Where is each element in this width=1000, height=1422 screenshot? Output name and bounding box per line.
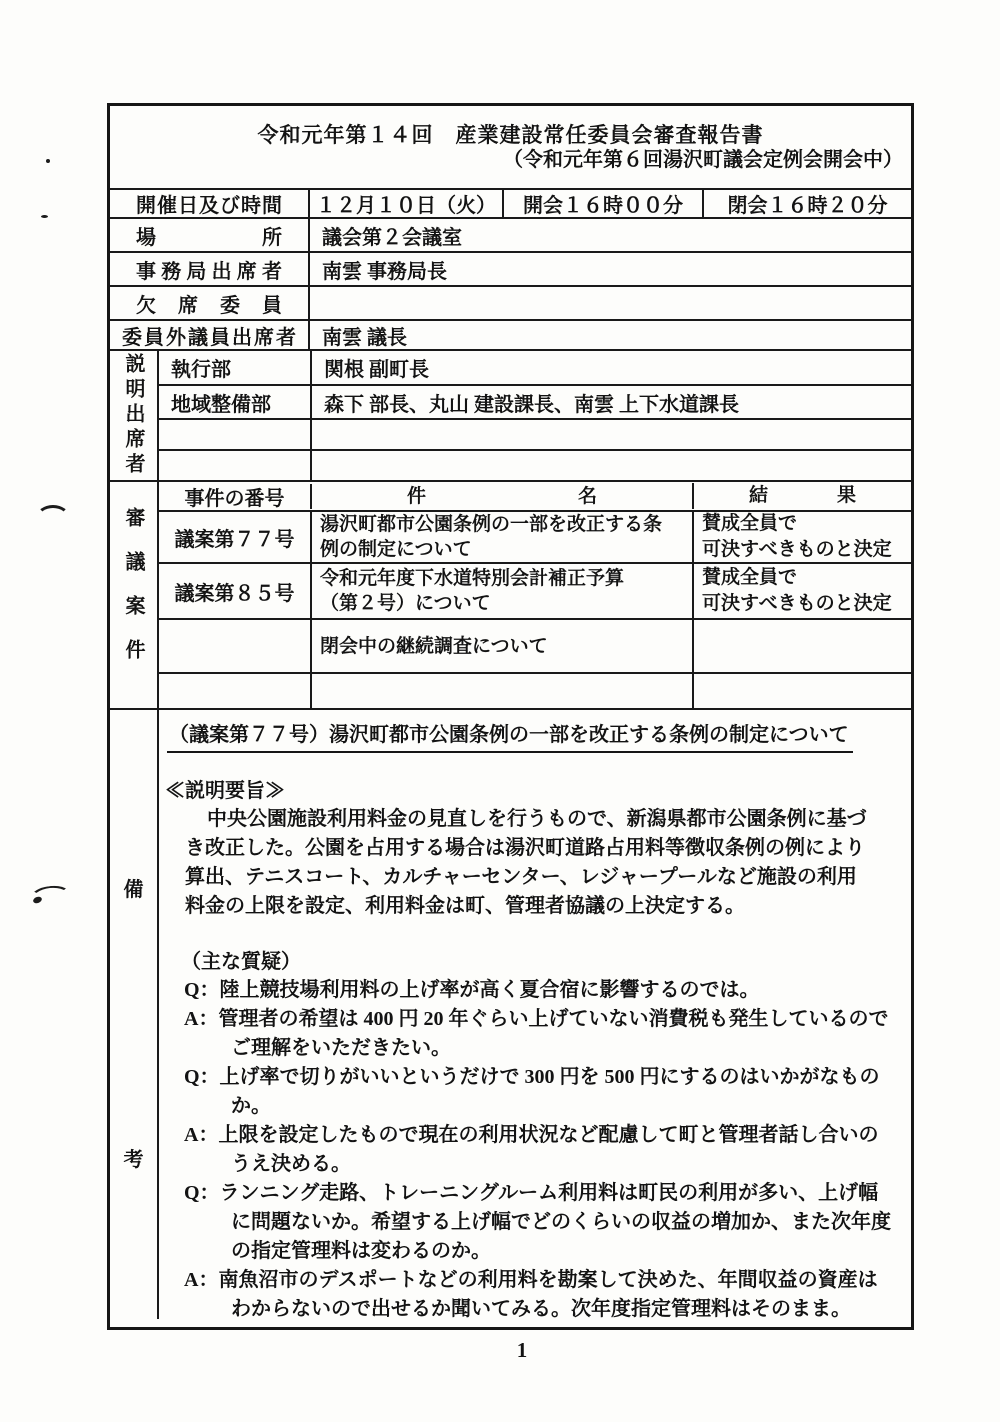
scan-artifact-dot <box>41 215 48 218</box>
explainers-vertical-label <box>110 351 157 480</box>
meeting-date: １２月１０日（火） <box>308 190 502 217</box>
qa-line: うえ決める。 <box>231 1153 351 1175</box>
explainers-label-text: 説明出席者 <box>122 353 144 478</box>
title-block <box>110 106 911 188</box>
agenda-row <box>159 562 911 618</box>
agenda-header-number: 事件の番号 <box>184 487 285 510</box>
explainer-names: 関根 副町長 <box>310 351 911 384</box>
qa-line: Q：上げ率で切りがいいというだけで 300 円を 500 円にするのはいかがなもの <box>184 1066 880 1088</box>
agenda-row <box>159 510 911 562</box>
agenda-header-name: 件名 <box>310 484 692 509</box>
report-subtitle: （令和元年第６回湯沢町議会定例会開会中） <box>503 148 903 171</box>
row-place <box>110 217 911 251</box>
agenda-result <box>692 564 911 618</box>
agenda-name-line: 湯沢町都市公園条例の一部を改正する条 <box>320 514 663 535</box>
secretariat-value: 南雲 事務局長 <box>308 253 911 285</box>
remarks-block <box>110 708 911 1319</box>
row-datetime <box>110 188 911 217</box>
row-absent <box>110 285 911 319</box>
explainer-row <box>159 351 911 384</box>
qa-title: （主な質疑） <box>181 951 301 973</box>
explainer-dept: 地域整備部 <box>171 393 271 416</box>
agenda-name <box>310 512 692 562</box>
qa-line: Q：陸上競技場利用料の上げ率が高く夏合宿に影響するのでは。 <box>184 979 760 1001</box>
place-value: 議会第２会議室 <box>308 219 911 251</box>
agenda-number: 議案第７７号 <box>174 528 295 551</box>
explainer-row <box>159 384 911 418</box>
remarks-vertical-label <box>110 710 157 1319</box>
agenda-result <box>692 674 911 708</box>
agenda-block <box>110 480 911 708</box>
summary-line: き改正した。公園を占用する場合は湯沢町道路占用料等徴収条例の例により <box>185 837 865 859</box>
qa-line: A：南魚沼市のデスポートなどの利用料を勘案して決めた、年間収益の資産は <box>184 1269 878 1291</box>
remarks-label-char: 考 <box>123 1149 144 1171</box>
qa-line: A：管理者の希望は 400 円 20 年ぐらい上げていない消費税も発生しているので <box>184 1008 889 1030</box>
report-table <box>107 103 914 1330</box>
qa-line: の指定管理料は変わるのか。 <box>231 1240 491 1262</box>
row-nonmember <box>110 319 911 349</box>
qa-line: わからないので出せるか聞いてみる。次年度指定管理料はそのまま。 <box>231 1298 851 1320</box>
agenda-result-line: 賛成全員で <box>702 513 798 534</box>
explainer-names: 森下 部長、丸山 建設課長、南雲 上下水道課長 <box>310 386 911 418</box>
agenda-result <box>692 620 911 672</box>
report-title: 令和元年第１４回 産業建設常任委員会審査報告書 <box>257 122 764 147</box>
secretariat-label: 事務局出席者 <box>136 260 282 283</box>
agenda-row <box>159 618 911 672</box>
qa-line: Q：ランニング走路、トレーニングルーム利用料は町民の利用が多い、上げ幅 <box>184 1182 879 1204</box>
agenda-row <box>159 672 911 708</box>
scan-artifact-arc <box>36 505 70 531</box>
agenda-vertical-label <box>110 482 157 708</box>
qa-line: か。 <box>231 1095 271 1117</box>
agenda-number <box>159 620 310 672</box>
datetime-label: 開催日及び時間 <box>136 195 282 217</box>
absent-value <box>308 287 911 319</box>
agenda-name-line: 閉会中の継続調査について <box>320 635 548 657</box>
explainer-dept <box>159 451 310 480</box>
summary-line: 料金の上限を設定、利用料金は町、管理者協議の上決定する。 <box>185 895 745 917</box>
summary-title: ≪説明要旨≫ <box>165 780 285 802</box>
agenda-number <box>159 674 310 708</box>
explainers-block <box>110 349 911 480</box>
agenda-result-line: 可決すべきものと決定 <box>702 539 892 560</box>
agenda-name-line: （第２号）について <box>320 593 491 614</box>
agenda-result-line: 賛成全員で <box>702 567 798 588</box>
place-label: 場所 <box>136 226 282 249</box>
explainer-row <box>159 418 911 449</box>
absent-label: 欠席委員 <box>136 294 282 317</box>
explainer-row <box>159 449 911 480</box>
agenda-name-line: 例の制定について <box>320 539 472 560</box>
agenda-name <box>310 674 692 708</box>
agenda-name <box>310 564 692 618</box>
nonmember-label: 委員外議員出席者 <box>122 326 296 349</box>
page-number: 1 <box>516 1338 528 1362</box>
agenda-label-text: 審議案件 <box>122 507 144 683</box>
remarks-content <box>157 710 911 1319</box>
agenda-name <box>310 620 692 672</box>
summary-line: 算出、テニスコート、カルチャーセンター、レジャープールなど施設の利用 <box>185 866 857 888</box>
summary-line: 中央公園施設利用料金の見直しを行うもので、新潟県都市公園条例に基づ <box>207 808 867 830</box>
agenda-result-line: 可決すべきものと決定 <box>702 593 892 614</box>
agenda-header-result: 結果 <box>692 483 911 509</box>
nonmember-value: 南雲 議長 <box>308 321 911 349</box>
explainer-dept <box>159 420 310 449</box>
qa-line: ご理解をいただきたい。 <box>231 1037 451 1059</box>
qa-line: A：上限を設定したもので現在の利用状況など配慮して町と管理者話し合いの <box>184 1124 879 1146</box>
close-time: 閉会１６時２０分 <box>702 190 911 217</box>
remarks-heading: （議案第７７号）湯沢町都市公園条例の一部を改正する条例の制定について <box>167 722 853 753</box>
open-time: 開会１６時００分 <box>502 190 702 217</box>
row-secretariat <box>110 251 911 285</box>
scan-artifact-dot <box>46 159 50 163</box>
agenda-number: 議案第８５号 <box>174 582 295 605</box>
agenda-result <box>692 512 911 562</box>
remarks-label-char: 備 <box>123 879 144 901</box>
qa-line: に問題ないか。希望する上げ幅でどのくらいの収益の増加か、また次年度 <box>231 1211 891 1233</box>
agenda-name-line: 令和元年度下水道特別会計補正予算 <box>320 568 625 589</box>
explainer-names <box>310 420 911 449</box>
agenda-header-row <box>159 482 911 510</box>
explainer-names <box>310 451 911 480</box>
explainer-dept: 執行部 <box>171 359 231 381</box>
